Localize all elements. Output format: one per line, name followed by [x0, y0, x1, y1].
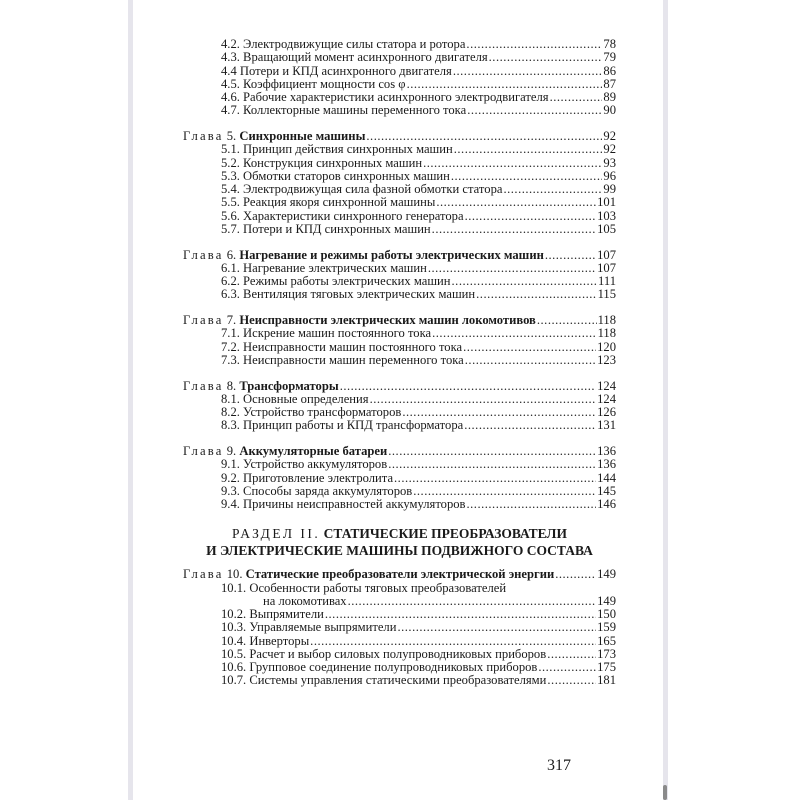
leader-dots	[489, 51, 603, 64]
leader-dots	[388, 458, 596, 471]
entry-page: 90	[603, 103, 616, 118]
entry-page: 107	[597, 260, 616, 275]
entry-text: Групповое соединение полупроводниковых приборов	[249, 660, 538, 674]
entry-text: Коэффициент мощности cos φ	[243, 76, 406, 91]
toc-entry[interactable]	[183, 143, 616, 156]
entry-page: 99	[603, 182, 616, 196]
entry-page: 118	[597, 326, 616, 341]
toc-entry[interactable]	[183, 419, 616, 432]
toc-entry[interactable]	[183, 51, 616, 64]
leader-dots	[436, 196, 596, 209]
entry-title	[221, 661, 537, 674]
toc-entry[interactable]	[183, 608, 616, 621]
toc-entry[interactable]	[183, 661, 616, 674]
entry-page: 93	[603, 155, 616, 170]
entry-number: 6.2.	[221, 274, 240, 288]
entry-number: 10.3.	[221, 620, 247, 635]
leader-dots	[465, 210, 597, 223]
leader-dots	[537, 314, 597, 327]
entry-title	[221, 275, 451, 288]
chapter-entry[interactable]	[183, 314, 616, 327]
entry-text: Устройство трансформаторов	[243, 405, 402, 419]
entry-number: 5.5.	[221, 195, 240, 210]
entry-title	[221, 582, 506, 595]
entry-title	[221, 51, 488, 64]
toc-entry[interactable]	[183, 354, 616, 367]
leader-dots	[464, 419, 596, 432]
entry-text: Неисправности машин переменного тока	[243, 352, 464, 367]
chapter-text: Статические преобразователи электрической энергии	[245, 567, 555, 582]
entry-page: 124	[597, 391, 616, 406]
chapter-number: 9.	[226, 444, 237, 458]
entry-number: 5.3.	[221, 168, 240, 183]
chapter-text: Трансформаторы	[239, 378, 339, 393]
chapter-label: Глава	[183, 129, 224, 143]
entry-title	[221, 406, 401, 419]
leader-dots	[432, 223, 596, 236]
chapter-label: Глава	[183, 567, 224, 582]
toc-entry[interactable]	[183, 210, 616, 223]
entry-title	[221, 648, 546, 661]
entry-text: Устройство аккумуляторов	[243, 457, 388, 472]
chapter-label: Глава	[183, 378, 224, 393]
leader-dots	[325, 608, 596, 621]
entry-page: 115	[597, 287, 616, 302]
entry-page: 96	[603, 168, 616, 183]
toc-entry[interactable]	[183, 288, 616, 301]
leader-dots	[370, 393, 597, 406]
chapter-title	[183, 380, 339, 393]
leader-dots	[388, 445, 596, 458]
toc-entry[interactable]	[183, 648, 616, 661]
entry-text: Электродвижущая сила фазной обмотки статора	[243, 182, 503, 196]
section-label: РАЗДЕЛ II.	[231, 526, 321, 542]
entry-number: 8.1.	[221, 391, 240, 406]
entry-text: Потери и КПД асинхронного двигателя	[239, 63, 452, 78]
entry-page: 92	[603, 142, 616, 157]
chapter-number: 6.	[226, 247, 237, 262]
leader-dots	[428, 262, 596, 275]
chapter-text: Нагревание и режимы работы электрических машин	[239, 247, 544, 262]
entry-text: Приготовление электролита	[243, 470, 394, 485]
entry-title	[221, 196, 435, 209]
entry-text: Режимы работы электрических машин	[243, 274, 451, 288]
entry-page: 150	[597, 607, 616, 621]
entry-page: 79	[603, 50, 616, 65]
chapter-entry[interactable]	[183, 568, 616, 581]
entry-text: Способы заряда аккумуляторов	[243, 483, 413, 498]
entry-number: 4.7.	[221, 103, 240, 118]
toc-entry[interactable]	[183, 406, 616, 419]
chapter-label: Глава	[183, 247, 224, 262]
leader-dots	[407, 78, 603, 91]
leader-dots	[555, 568, 596, 581]
document-page	[133, 0, 663, 800]
chapter-entry[interactable]	[183, 249, 616, 262]
chapter-page: 107	[597, 247, 616, 262]
entry-number: 4.4	[221, 63, 237, 78]
entry-number: 5.4.	[221, 182, 240, 196]
leader-dots	[547, 648, 596, 661]
entry-number: 4.2.	[221, 37, 240, 51]
entry-page: 144	[597, 470, 616, 485]
toc-entry[interactable]	[183, 341, 616, 354]
toc-entry[interactable]	[183, 91, 616, 104]
toc-entry[interactable]	[183, 635, 616, 648]
entry-page: 165	[597, 633, 616, 648]
entry-title	[221, 210, 464, 223]
chapter-page: 118	[597, 313, 616, 327]
leader-dots	[452, 275, 598, 288]
entry-number: 5.6.	[221, 208, 240, 223]
toc-entry[interactable]	[183, 157, 616, 170]
chapter-number: 8.	[226, 378, 237, 393]
entry-page: 175	[597, 660, 616, 674]
entry-text: Вращающий момент асинхронного двигателя	[243, 50, 488, 65]
leader-dots	[465, 354, 596, 367]
entry-number: 10.7.	[221, 673, 247, 688]
leader-dots	[432, 327, 596, 340]
entry-page: 103	[597, 208, 616, 223]
toc-entry[interactable]	[183, 582, 616, 595]
entry-number: 10.2.	[221, 607, 247, 621]
entry-text: Коллекторные машины переменного тока	[243, 103, 467, 118]
scrollbar-thumb[interactable]	[663, 785, 667, 800]
section-heading	[183, 525, 616, 559]
leader-dots	[397, 621, 596, 634]
entry-text: Выпрямители	[249, 607, 324, 621]
entry-number: 7.3.	[221, 352, 240, 367]
entry-title	[221, 65, 452, 78]
entry-page: 86	[603, 63, 616, 78]
chapter-title	[183, 130, 365, 143]
chapter-title	[183, 314, 536, 327]
entry-text: Особенности работы тяговых преобразователей	[249, 580, 507, 595]
entry-title	[221, 262, 427, 275]
entry-number: 4.3.	[221, 50, 240, 65]
toc-entry[interactable]	[183, 458, 616, 471]
section-title-cont: И ЭЛЕКТРИЧЕСКИЕ МАШИНЫ ПОДВИЖНОГО СОСТАВА	[206, 543, 593, 559]
entry-title	[263, 595, 347, 608]
entry-page: 149	[597, 593, 616, 608]
entry-number: 6.3.	[221, 287, 240, 302]
leader-dots	[454, 143, 603, 156]
toc-entry[interactable]	[183, 78, 616, 91]
leader-dots	[538, 661, 596, 674]
entry-title	[221, 498, 466, 511]
toc-entry[interactable]	[183, 183, 616, 196]
leader-dots	[467, 104, 602, 117]
entry-page: 181	[597, 673, 616, 688]
chapter-entry[interactable]	[183, 130, 616, 143]
entry-page: 173	[597, 646, 616, 661]
entry-title	[221, 458, 387, 471]
chapter-page: 136	[597, 444, 616, 458]
leader-dots	[366, 130, 602, 143]
entry-number: 8.3.	[221, 418, 240, 433]
entry-title	[221, 472, 393, 485]
scrollbar-track[interactable]	[663, 0, 668, 800]
entry-text: на локомотивах	[263, 593, 347, 608]
leader-dots	[348, 595, 597, 608]
toc-entry[interactable]	[183, 485, 616, 498]
chapter-number: 7.	[226, 313, 237, 327]
entry-text: Неисправности машин постоянного тока	[243, 339, 463, 354]
chapter-title	[183, 568, 554, 581]
entry-text: Инверторы	[249, 633, 310, 648]
chapter-text: Аккумуляторные батареи	[239, 444, 388, 458]
entry-text: Искрение машин постоянного тока	[243, 326, 432, 341]
leader-dots	[402, 406, 596, 419]
entry-text: Электродвижущие силы статора и ротора	[243, 37, 466, 51]
entry-number: 9.4.	[221, 497, 240, 511]
entry-page: 120	[597, 339, 616, 354]
toc-entry[interactable]	[183, 65, 616, 78]
toc-entry[interactable]	[183, 595, 616, 608]
entry-page: 131	[597, 418, 616, 433]
toc-entry[interactable]	[183, 393, 616, 406]
leader-dots	[310, 635, 596, 648]
entry-title	[221, 38, 465, 51]
entry-text: Реакция якоря синхронной машины	[243, 195, 436, 210]
leader-dots	[550, 91, 603, 104]
leader-dots	[413, 485, 596, 498]
toc-entry[interactable]	[183, 472, 616, 485]
entry-text: Характеристики синхронного генератора	[243, 208, 464, 223]
chapter-number: 10.	[226, 567, 243, 582]
entry-page: 123	[597, 352, 616, 367]
entry-number: 10.6.	[221, 660, 247, 674]
chapter-page: 149	[597, 567, 616, 582]
chapter-title	[183, 249, 544, 262]
toc-entry[interactable]	[183, 196, 616, 209]
entry-page: 146	[597, 497, 616, 511]
entry-title	[221, 635, 309, 648]
entry-text: Расчет и выбор силовых полупроводниковых приборов	[249, 646, 547, 661]
entry-number: 10.5.	[221, 646, 247, 661]
entry-text: Конструкция синхронных машин	[243, 155, 423, 170]
entry-page: 145	[597, 483, 616, 498]
toc-entry[interactable]	[183, 223, 616, 236]
toc-entry[interactable]	[183, 38, 616, 51]
leader-dots	[340, 380, 596, 393]
toc-entry[interactable]	[183, 104, 616, 117]
entry-number: 5.7.	[221, 221, 240, 236]
entry-number: 5.2.	[221, 155, 240, 170]
entry-number: 7.2.	[221, 339, 240, 354]
toc-entry[interactable]	[183, 498, 616, 511]
leader-dots	[423, 157, 602, 170]
section-title: СТАТИЧЕСКИЕ ПРЕОБРАЗОВАТЕЛИ	[323, 526, 567, 542]
chapter-text: Синхронные машины	[239, 129, 366, 143]
entry-number: 10.1.	[221, 580, 247, 595]
entry-text: Рабочие характеристики асинхронного электродвигателя	[243, 90, 549, 104]
entry-text: Принцип работы и КПД трансформатора	[243, 418, 464, 433]
entry-page: 111	[598, 274, 616, 288]
toc-entry[interactable]	[183, 262, 616, 275]
entry-number: 5.1.	[221, 142, 240, 157]
entry-page: 159	[597, 620, 616, 635]
chapter-page: 124	[597, 378, 616, 393]
entry-text: Управляемые выпрямители	[249, 620, 397, 635]
entry-number: 8.2.	[221, 405, 240, 419]
toc-entry[interactable]	[183, 674, 616, 687]
entry-title	[221, 341, 462, 354]
toc-entry[interactable]	[183, 275, 616, 288]
entry-text: Системы управления статическими преобразователями	[249, 673, 547, 688]
table-of-contents	[183, 38, 616, 688]
entry-text: Основные определения	[243, 391, 369, 406]
entry-text: Нагревание электрических машин	[243, 260, 427, 275]
entry-number: 9.1.	[221, 457, 240, 472]
chapter-label: Глава	[183, 313, 224, 327]
chapter-title	[183, 445, 387, 458]
chapter-entry[interactable]	[183, 445, 616, 458]
entry-page: 105	[597, 221, 616, 236]
toc-entry[interactable]	[183, 621, 616, 634]
entry-title	[221, 104, 466, 117]
entry-page: 87	[603, 76, 616, 91]
entry-page: 89	[603, 90, 616, 104]
leader-dots	[545, 249, 596, 262]
entry-page: 136	[597, 457, 616, 472]
entry-title	[221, 393, 369, 406]
toc-entry[interactable]	[183, 170, 616, 183]
entry-title	[221, 183, 502, 196]
entry-number: 4.5.	[221, 76, 240, 91]
leader-dots	[476, 288, 596, 301]
entry-title	[221, 143, 453, 156]
chapter-entry[interactable]	[183, 380, 616, 393]
entry-title	[221, 91, 549, 104]
entry-text: Обмотки статоров синхронных машин	[243, 168, 450, 183]
entry-number: 9.2.	[221, 470, 240, 485]
leader-dots	[503, 183, 602, 196]
leader-dots	[451, 170, 603, 183]
section-heading-line1	[183, 525, 616, 542]
entry-number: 4.6.	[221, 90, 240, 104]
leader-dots	[466, 38, 602, 51]
entry-text: Причины неисправностей аккумуляторов	[243, 497, 466, 511]
entry-page: 78	[603, 37, 616, 51]
toc-entry[interactable]	[183, 327, 616, 340]
chapter-text: Неисправности электрических машин локомотивов	[239, 313, 536, 327]
entry-number: 10.4.	[221, 633, 247, 648]
leader-dots	[453, 65, 603, 78]
page-number: 317	[547, 757, 571, 774]
chapter-label: Глава	[183, 444, 224, 458]
entry-title	[221, 288, 475, 301]
leader-dots	[463, 341, 596, 354]
leader-dots	[547, 674, 596, 687]
leader-dots	[467, 498, 597, 511]
entry-title	[221, 354, 464, 367]
entry-text: Принцип действия синхронных машин	[243, 142, 453, 157]
entry-text: Потери и КПД синхронных машин	[243, 221, 431, 236]
chapter-page: 92	[603, 129, 616, 143]
entry-title	[221, 608, 324, 621]
entry-title	[221, 419, 463, 432]
entry-page: 126	[597, 405, 616, 419]
entry-number: 7.1.	[221, 326, 240, 341]
entry-title	[221, 157, 422, 170]
entry-title	[221, 327, 431, 340]
entry-title	[221, 78, 406, 91]
entry-number: 9.3.	[221, 483, 240, 498]
entry-title	[221, 170, 450, 183]
entry-page: 101	[597, 195, 616, 210]
entry-title	[221, 621, 396, 634]
entry-title	[221, 485, 412, 498]
entry-number: 6.1.	[221, 260, 240, 275]
entry-title	[221, 674, 546, 687]
leader-dots	[394, 472, 596, 485]
entry-text: Вентиляция тяговых электрических машин	[243, 287, 476, 302]
section-heading-line2	[183, 542, 616, 559]
chapter-number: 5.	[226, 129, 237, 143]
entry-title	[221, 223, 431, 236]
